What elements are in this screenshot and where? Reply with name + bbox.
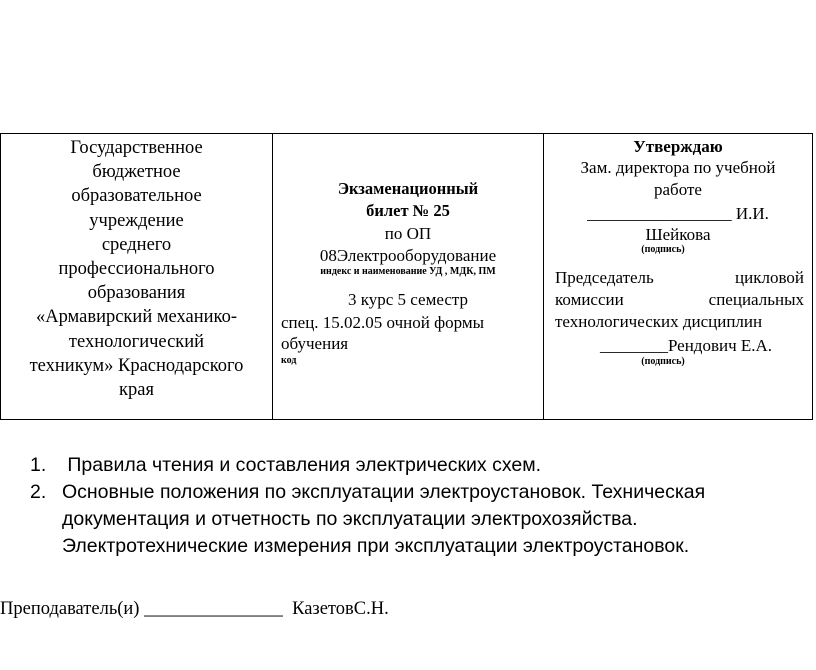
- chair-signature: ________Рендович Е.А.: [599, 336, 773, 355]
- question-number: 1.: [30, 454, 47, 476]
- study-form: обучения: [281, 334, 349, 353]
- approver-name: Шейкова: [645, 225, 711, 244]
- org-line: профессионального: [58, 259, 215, 280]
- question-item: [30, 479, 705, 560]
- chair-line: технологических дисциплин: [555, 312, 763, 331]
- org-line: Государственное: [70, 138, 203, 158]
- org-line: среднего: [101, 234, 172, 255]
- approval-cell: [544, 134, 812, 419]
- question-text: документация и отчетность по эксплуатации электрохозяйства.: [62, 508, 638, 530]
- org-line: бюджетное: [92, 162, 181, 183]
- org-line: края: [119, 380, 154, 401]
- question-number: 2.: [30, 481, 47, 503]
- ticket-cell: [273, 134, 544, 419]
- code-caption: код: [281, 355, 297, 366]
- ticket-number: билет № 25: [366, 201, 450, 220]
- org-line: учреждение: [89, 210, 184, 231]
- ticket-title: Экзаменационный: [337, 179, 479, 198]
- approver-position: Зам. директора по учебной: [580, 158, 776, 177]
- specialty: спец. 15.02.05 очной формы: [281, 313, 485, 332]
- question-text: Электротехнические измерения при эксплуатации электроустановок.: [62, 535, 690, 557]
- org-line: техникум» Краснодарского: [29, 355, 244, 376]
- organization-name: [1, 136, 272, 402]
- subject-name: 08Электрооборудование: [319, 246, 497, 265]
- subject-caption: индекс и наименование УД , МДК, ПМ: [320, 266, 496, 277]
- signature-line: _________________ И.И.: [587, 204, 769, 223]
- org-line: образования: [87, 283, 186, 304]
- chair-line: Председатель цикловой: [555, 268, 804, 287]
- subject-prefix: по ОП: [384, 224, 432, 243]
- org-line: образовательное: [71, 186, 202, 207]
- signature-caption: (подпись): [641, 244, 685, 255]
- chair-line: комиссии специальных: [555, 290, 804, 309]
- course-semester: 3 курс 5 семестр: [347, 290, 469, 309]
- org-line: «Армавирский механико-: [35, 307, 238, 328]
- organization-cell: [1, 134, 273, 419]
- questions-list: [30, 452, 705, 560]
- approval-heading: Утверждаю: [633, 137, 723, 156]
- teacher-signature: Преподаватель(и) _______________ КазетовС.Н.: [0, 599, 389, 619]
- approver-position-cont: работе: [654, 180, 702, 199]
- question-text: Основные положения по эксплуатации электроустановок. Техническая: [62, 481, 706, 503]
- ticket-header-table: [0, 133, 813, 420]
- question-text: Правила чтения и составления электрических схем.: [62, 454, 542, 476]
- org-line: технологический: [68, 331, 205, 352]
- question-item: [30, 452, 705, 479]
- chair-signature-caption: (подпись): [641, 356, 685, 367]
